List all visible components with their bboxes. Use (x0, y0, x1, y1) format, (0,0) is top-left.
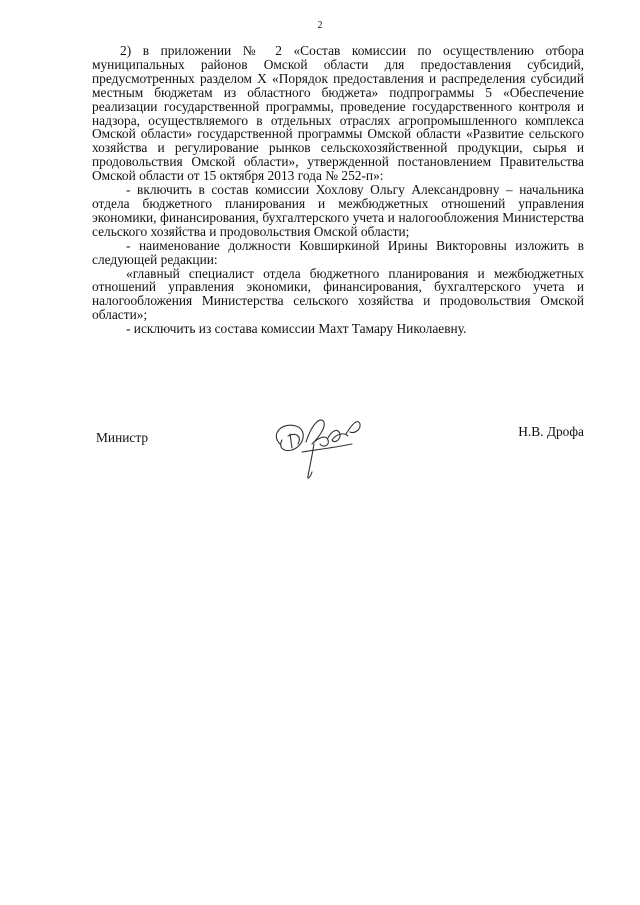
paragraph-rename-position: - наименование должности Ковширкиной Ирины Викторовны изложить в следующей редакции: (92, 237, 584, 267)
signature-block (92, 404, 584, 494)
document-body (92, 44, 584, 336)
signer-role: Министр (96, 430, 149, 445)
paragraph-amendment-intro: 2) в приложении № 2 «Состав комиссии по осуществлению отбора муниципальных районов Омской области для предоставления субсидий, предусмотренных разделом X «Порядок предоставления и распределения субсидий местным бюджетам из областного бюджета» подпрограммы 5 «Обеспечение реализации государственной программы, проведение государственного контроля и надзора, осуществляемого в отдельных отраслях агропромышленного комплекса Омской области» государственной программы Омской области «Развитие сельского хозяйства и регулирование рынков сельскохозяйственной продукции, сырья и продовольствия Омской области», утвержденной постановлением Правительства Омской области от 15 октября 2013 года № 252-п»: (92, 43, 584, 184)
signer-name: Н.В. Дрофа (518, 424, 584, 439)
paragraph-include-member: - включить в состав комиссии Хохлову Ольгу Александровну – начальника отдела бюджетного планирования и межбюджетных отношений управления экономики, финансирования, бухгалтерского учета и налогообложения Министерства сельского хозяйства и продовольствия Омской области; (92, 182, 584, 239)
handwritten-signature (262, 404, 372, 484)
paragraph-new-position-text: «главный специалист отдела бюджетного планирования и межбюджетных отношений управления экономики, финансирования, бухгалтерского учета и налогообложения Министерства сельского хозяйства и продовольствия Омской области»; (92, 265, 584, 323)
page-number: 2 (317, 20, 323, 31)
paragraph-exclude-member: - исключить из состава комиссии Махт Тамару Николаевну. (126, 321, 467, 337)
